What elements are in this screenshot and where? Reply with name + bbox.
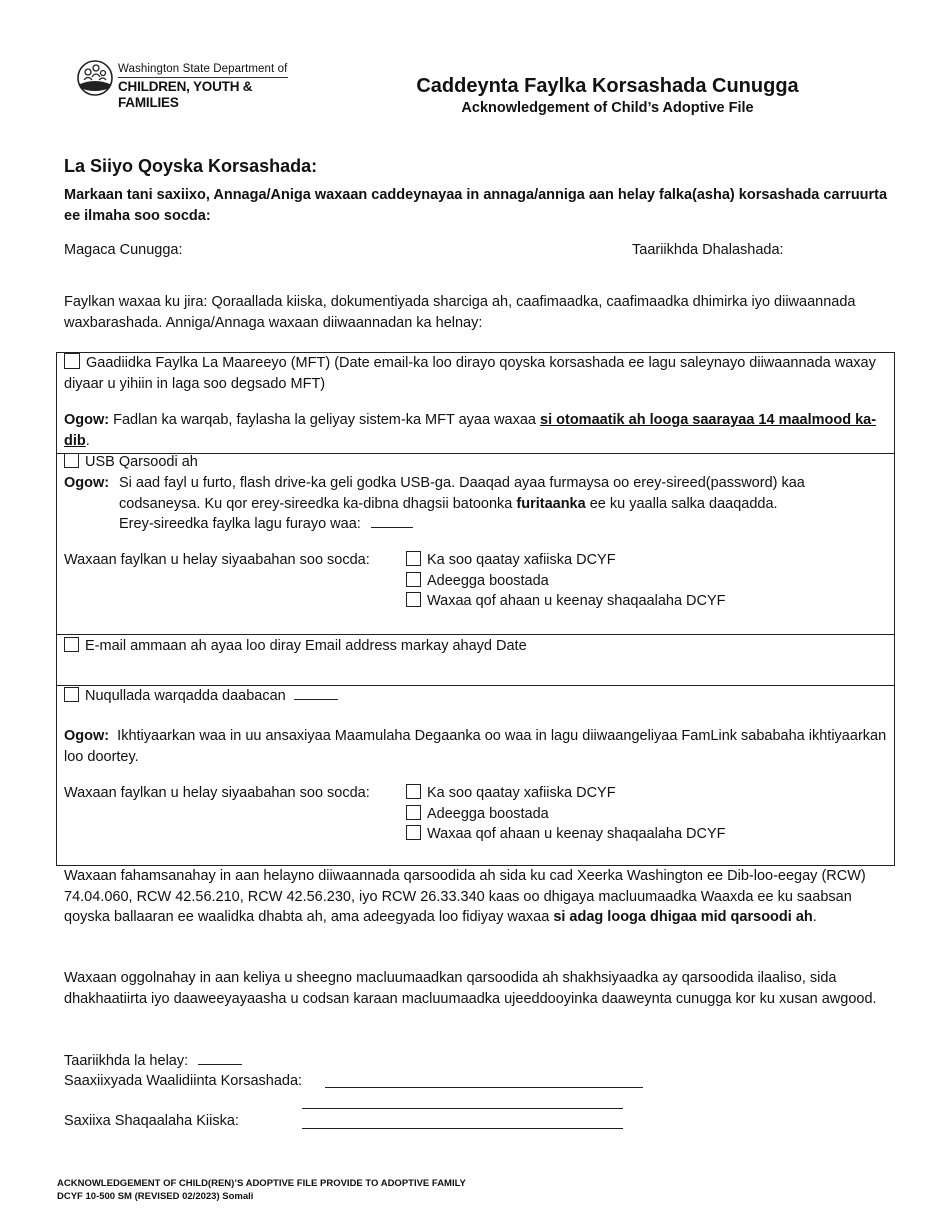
confidentiality-emph: si adag looga dhigaa mid qarsoodi ah	[553, 909, 813, 925]
paper-note	[64, 726, 890, 767]
mft-text: Gaadiidka Faylka La Maareeyo (MFT) (Date email-ka loo dirayo qoyska korsashada ee lagu saleynayo diiwaannada waxay diyaar u yihiin in laga soo degsado MFT)	[64, 355, 876, 392]
usb-password-label: Erey-sireedka faylka lagu furayo waa:	[119, 516, 361, 532]
paper-option	[64, 686, 890, 707]
usb-option	[64, 452, 890, 473]
form-footer	[57, 1178, 466, 1203]
pickup-office-checkbox[interactable]	[406, 784, 421, 799]
date-received-row	[64, 1051, 242, 1072]
usb-note-emph: furitaanka	[516, 495, 586, 512]
dob-label: Taariikhda Dhalashada:	[632, 242, 784, 258]
page-title: Caddeynta Faylka Korsashada Cunugga	[416, 75, 799, 97]
date-received-label: Taariikhda la helay:	[64, 1053, 189, 1069]
usb-password-field[interactable]	[371, 514, 413, 528]
confidentiality-body: Waxaan fahamsanahay in aan helayno diiwaannada qarsoodida ah sida ku cad Xeerka Washington ee Dib-loo-eegay (RCW) 74.04.060, RCW 42.56.210, RCW 42.56.230, iyo RCW 26.33.340 kaas oo dhigaya macluumaadka Waaxda ee ku saabsan qoyska ballaaran ee waalidka dhabta ah, ama adeegyada loo fidiyay waxaa	[64, 868, 866, 925]
mft-note-text: Fadlan ka warqab, faylasha la geliyay sistem-ka MFT ayaa waxaa	[113, 412, 536, 428]
email-option	[64, 636, 890, 657]
section-title: La Siiyo Qoyska Korsashada:	[64, 156, 318, 176]
hand-delivered-label: Waxaa qof ahaan u keenay shaqaalaha DCYF	[427, 593, 726, 609]
adoptive-signature-line-2[interactable]	[302, 1108, 623, 1109]
received-label-paper: Waxaan faylkan u helay siyaabahan soo socda:	[64, 785, 370, 801]
postal-service-label: Adeegga boostada	[427, 572, 549, 589]
adoptive-signature-line-1[interactable]	[325, 1087, 643, 1088]
usb-password-row	[119, 514, 413, 535]
caseworker-signature-line[interactable]	[302, 1128, 623, 1129]
footer-line1: ACKNOWLEDGEMENT OF CHILD(REN)’S ADOPTIVE FILE PROVIDE TO ADOPTIVE FAMILY	[57, 1178, 466, 1189]
hand-delivered-label: Waxaa qof ahaan u keenay shaqaalaha DCYF	[427, 826, 726, 842]
paper-note-label: Ogow:	[64, 728, 110, 744]
email-checkbox[interactable]	[64, 637, 79, 652]
paper-label: Nuqullada warqadda daabacan	[85, 688, 286, 704]
mft-option	[64, 353, 890, 394]
files-description: Faylkan waxaa ku jira: Qoraallada kiiska, dokumentiyada sharciga ah, caafimaadka, caafimaadka dhimirka iyo diiwaannada waxbarashada. Anniga/Annaga waxaan diiwaannadan ka helnay:	[64, 294, 856, 331]
pickup-office-checkbox[interactable]	[406, 551, 421, 566]
dcyf-logo	[76, 58, 306, 110]
usb-note-label: Ogow:	[64, 475, 110, 491]
logo-line2: CHILDREN, YOUTH & FAMILIES	[118, 79, 253, 110]
footer-line2: DCYF 10-500 SM (REVISED 02/2023) Somali	[57, 1190, 254, 1202]
date-received-field[interactable]	[198, 1051, 242, 1065]
received-options-paper	[406, 783, 726, 845]
pickup-office-label: Ka soo qaatay xafiiska DCYF	[427, 785, 616, 801]
mft-note: Ogow: Fadlan ka warqab, faylasha la geliyay sistem-ka MFT ayaa waxaa si otomaatik ah looga saarayaa 14 maalmood ka-dib.	[64, 412, 877, 449]
pickup-office-label: Ka soo qaatay xafiiska DCYF	[427, 552, 616, 568]
logo-line1: Washington State Department of	[118, 63, 288, 75]
mft-checkbox[interactable]	[64, 353, 80, 369]
usb-label: USB Qarsoodi ah	[85, 454, 198, 470]
postal-service-checkbox[interactable]	[406, 805, 421, 820]
intro-text: Markaan tani saxiixo, Annaga/Aniga waxaan caddeynayaa in annaga/anniga aan helay falka(asha) korsashada carruurta ee ilmaha soo socda:	[64, 187, 888, 224]
mft-note-emph: si otomaatik ah looga saarayaa 14 maalmood ka-dib	[64, 412, 877, 449]
mft-note-label: Ogow:	[64, 412, 110, 428]
confidentiality-text: Waxaan fahamsanahay in aan helayno diiwaannada qarsoodida ah sida ku cad Xeerka Washington ee Dib-loo-eegay (RCW) 74.04.060, RCW 42.56.210, RCW 42.56.230, iyo RCW 26.33.340 kaas oo dhigaya macluumaadka Waaxda ee ku saabsan qoyska ballaaran ee waalidka dhabta ah, ama adeegyada loo fidiyay waxaa si adag looga dhigaa mid qarsoodi ah.	[64, 868, 866, 925]
email-label: E-mail ammaan ah ayaa loo diray Email address markay ahayd Date	[85, 638, 527, 654]
paper-checkbox[interactable]	[64, 687, 79, 702]
adoptive-signature-label: Saaxiixyada Waalidiinta Korsashada:	[64, 1073, 303, 1089]
child-name-label: Magaca Cunugga:	[64, 242, 183, 258]
received-label-usb: Waxaan faylkan u helay siyaabahan soo socda:	[64, 552, 370, 568]
usb-note	[119, 473, 889, 514]
hand-delivered-checkbox[interactable]	[406, 592, 421, 607]
family-logo-icon	[76, 58, 114, 98]
hand-delivered-checkbox[interactable]	[406, 825, 421, 840]
usb-note-text1: Si aad fayl u furto, flash drive-ka geli godka USB-ga. Daaqad ayaa furmaysa oo erey-sireed(password) kaa codsaneysa. Ku qor erey-sireedka ka-dibna dhagsii batoonka	[119, 475, 805, 512]
paper-field[interactable]	[294, 686, 338, 700]
paper-note-text: Ikhtiyaarkan waa in uu ansaxiyaa Maamulaha Degaanka oo waa in lagu diiwaangeliyaa FamLink sababaha ikhtiyaarkan loo doortey.	[64, 728, 887, 765]
usb-checkbox[interactable]	[64, 453, 79, 468]
received-options-usb	[406, 550, 726, 612]
usb-note-text2: ee ku yaalla salka daaqadda.	[589, 495, 778, 512]
postal-service-checkbox[interactable]	[406, 572, 421, 587]
caseworker-signature-label: Saxiixa Shaqaalaha Kiiska:	[64, 1113, 239, 1129]
page-subtitle: Acknowledgement of Child’s Adoptive File	[461, 100, 754, 116]
agreement-text: Waxaan oggolnahay in aan keliya u sheegno macluumaadkan qarsoodida ah shakhsiyaadka ay qarsoodida ilaaliso, sida dhakhaatiirta iyo daaweeyayaasha u codsan karaan macluumaadka ujeeddooyinka daaweynta cunugga kor ku xusan awgood.	[64, 970, 877, 1007]
postal-service-label: Adeegga boostada	[427, 805, 549, 822]
